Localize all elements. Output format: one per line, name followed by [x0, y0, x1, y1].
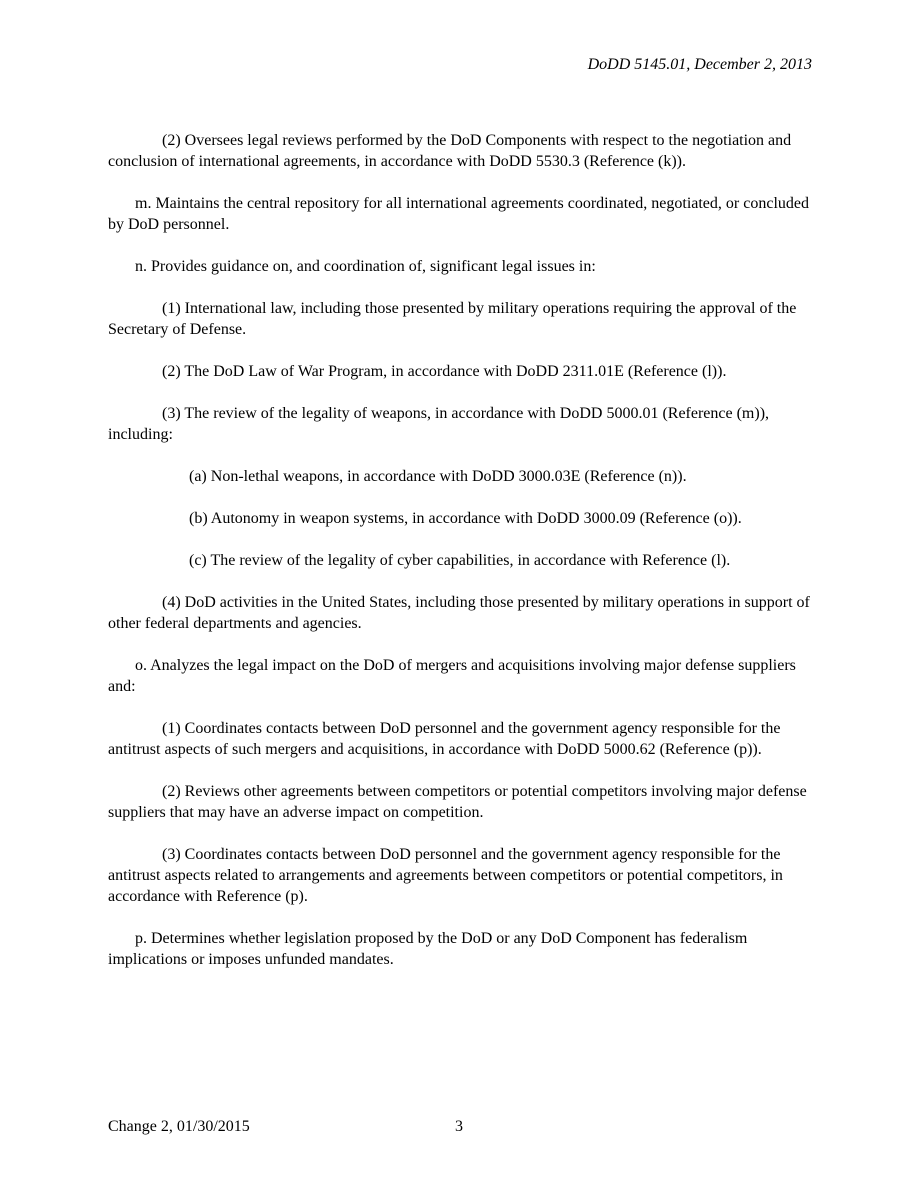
page-header: DoDD 5145.01, December 2, 2013: [587, 56, 812, 73]
document-body: [108, 130, 813, 991]
paragraph-n: n. Provides guidance on, and coordination of, significant legal issues in:: [135, 258, 596, 275]
paragraph-n-1: (1) International law, including those presented by military operations requiring the approval of the Secretary of Defense.: [108, 300, 797, 338]
paragraph-p: p. Determines whether legislation proposed by the DoD or any DoD Component has federalism implications or imposes unfunded mandates.: [108, 930, 748, 968]
paragraph-n-3-a: (a) Non-lethal weapons, in accordance with DoDD 3000.03E (Reference (n)).: [189, 468, 687, 485]
paragraph-n-3-b: (b) Autonomy in weapon systems, in accordance with DoDD 3000.09 (Reference (o)).: [189, 510, 742, 527]
footer-change-date: Change 2, 01/30/2015: [108, 1118, 250, 1135]
page-number: 3: [455, 1118, 463, 1135]
paragraph-n-3: (3) The review of the legality of weapons, in accordance with DoDD 5000.01 (Reference (m)), including:: [108, 405, 770, 443]
paragraph-m: m. Maintains the central repository for all international agreements coordinated, negotiated, or concluded by DoD personnel.: [108, 195, 809, 233]
paragraph-o: o. Analyzes the legal impact on the DoD of mergers and acquisitions involving major defense suppliers and:: [108, 657, 796, 695]
paragraph-l-2: (2) Oversees legal reviews performed by the DoD Components with respect to the negotiation and conclusion of international agreements, in accordance with DoDD 5530.3 (Reference (k)).: [108, 132, 792, 170]
paragraph-o-1: (1) Coordinates contacts between DoD personnel and the government agency responsible for the antitrust aspects of such mergers and acquisitions, in accordance with DoDD 5000.62 (Reference (p)).: [108, 720, 781, 758]
paragraph-n-3-c: (c) The review of the legality of cyber capabilities, in accordance with Reference (l).: [189, 552, 731, 569]
paragraph-o-2: (2) Reviews other agreements between competitors or potential competitors involving major defense suppliers that may have an adverse impact on competition.: [108, 783, 807, 821]
paragraph-n-4: (4) DoD activities in the United States, including those presented by military operations in support of other federal departments and agencies.: [108, 594, 810, 632]
paragraph-o-3: (3) Coordinates contacts between DoD personnel and the government agency responsible for the antitrust aspects related to arrangements and agreements between competitors or potential competitors, in accordance with Reference (p).: [108, 846, 783, 905]
paragraph-n-2: (2) The DoD Law of War Program, in accordance with DoDD 2311.01E (Reference (l)).: [162, 363, 727, 380]
